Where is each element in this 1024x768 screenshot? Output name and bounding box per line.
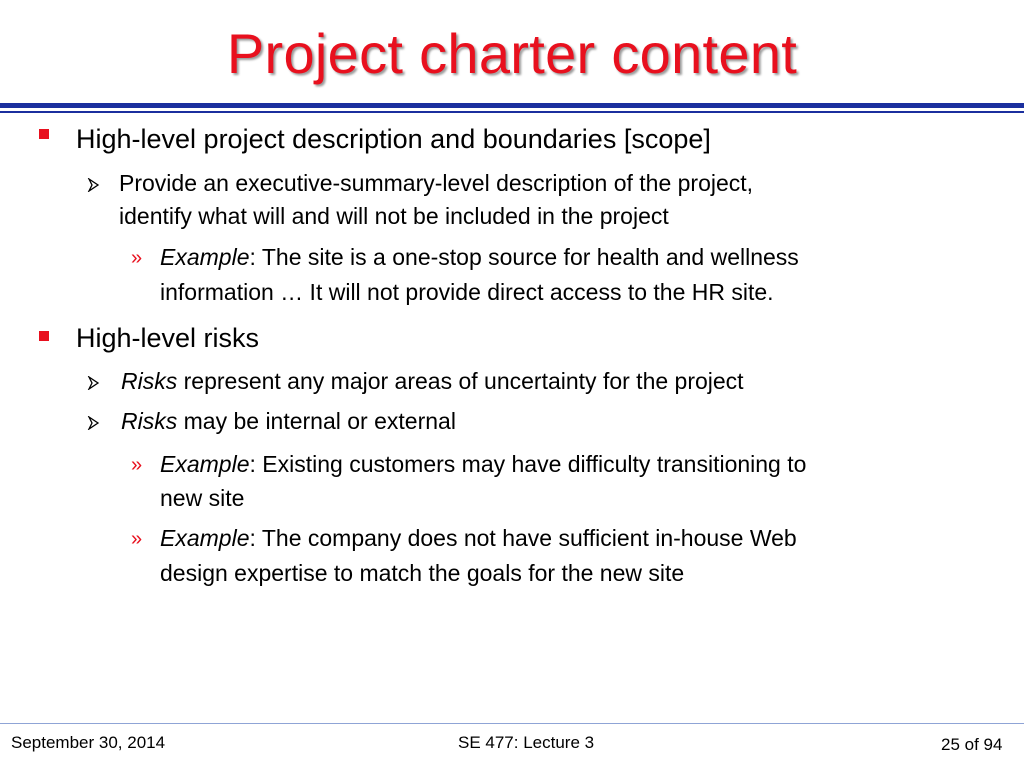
chevron-right-outline-icon [87, 178, 101, 192]
risks-label: Risks [121, 368, 178, 394]
example-text: : Existing customers may have difficulty transitioning to [249, 451, 807, 477]
bullet-text: High-level project description and boundaries [scope] [76, 124, 711, 154]
footer-course: SE 477: Lecture 3 [458, 733, 595, 752]
title-divider-thin [0, 111, 1024, 113]
sub-bullet-line: identify what will and will not be included in the project [119, 203, 669, 229]
sub-bullet-line [121, 365, 744, 398]
example-line: new site [160, 485, 245, 511]
example-line: information … It will not provide direct access to the HR site. [160, 279, 774, 305]
footer-divider [0, 723, 1024, 724]
example-line [160, 521, 797, 556]
title-divider-thick [0, 103, 1024, 108]
double-angle-quote-icon: » [131, 247, 143, 269]
footer-page-number: 25 of 94 [941, 735, 1003, 754]
double-angle-quote-icon: » [131, 454, 143, 476]
chevron-right-outline-icon [87, 376, 101, 390]
risks-text: may be internal or external [177, 408, 456, 434]
square-bullet-icon [39, 331, 49, 341]
example-label: Example [160, 244, 250, 270]
example-text: : The site is a one-stop source for health and wellness [249, 244, 799, 270]
footer-date: September 30, 2014 [11, 733, 166, 752]
risks-label: Risks [121, 408, 178, 434]
example-label: Example [160, 525, 250, 551]
slide-title: Project charter content [226, 22, 798, 85]
example-label: Example [160, 451, 250, 477]
example-line [160, 240, 799, 275]
chevron-right-outline-icon [87, 416, 101, 430]
sub-bullet-line: Provide an executive-summary-level description of the project, [119, 170, 754, 196]
example-line [160, 447, 806, 482]
double-angle-quote-icon: » [131, 528, 143, 550]
example-text: : The company does not have sufficient in-house Web [249, 525, 797, 551]
sub-bullet-line [121, 405, 456, 438]
risks-text: represent any major areas of uncertainty for the project [177, 368, 744, 394]
example-line: design expertise to match the goals for the new site [160, 560, 685, 586]
bullet-text: High-level risks [76, 323, 260, 353]
square-bullet-icon [39, 129, 49, 139]
